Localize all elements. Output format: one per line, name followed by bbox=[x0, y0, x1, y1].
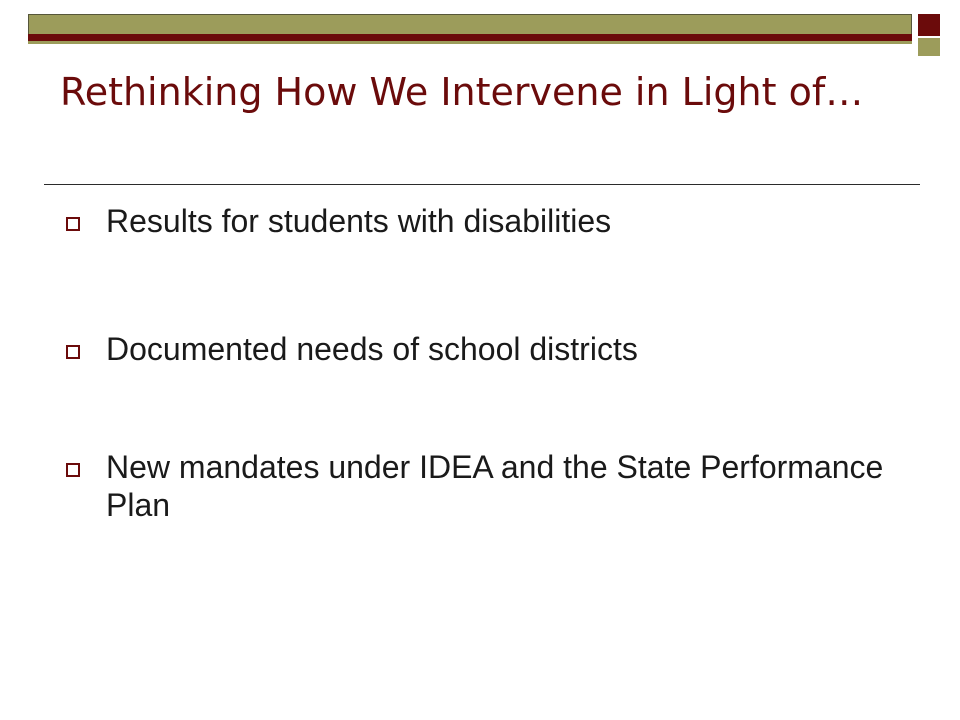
bullet-item bbox=[66, 330, 906, 368]
bullet-item bbox=[66, 202, 906, 240]
hollow-square-bullet-icon bbox=[66, 463, 80, 477]
hollow-square-bullet-icon bbox=[66, 345, 80, 359]
hollow-square-bullet-icon bbox=[66, 217, 80, 231]
header-corner-maroon-square bbox=[918, 14, 940, 36]
header-olive-underline bbox=[28, 41, 912, 44]
title-divider bbox=[44, 184, 920, 185]
bullet-item bbox=[66, 448, 906, 524]
header-maroon-stripe bbox=[28, 34, 912, 41]
header-corner-olive-square bbox=[918, 38, 940, 56]
bullet-text: Documented needs of school districts bbox=[106, 331, 638, 367]
bullet-text: Results for students with disabilities bbox=[106, 203, 612, 239]
slide-title: Rethinking How We Intervene in Light of… bbox=[60, 70, 864, 114]
header-olive-band bbox=[28, 14, 912, 36]
bullet-text: New mandates under IDEA and the State Performance Plan bbox=[106, 449, 884, 523]
